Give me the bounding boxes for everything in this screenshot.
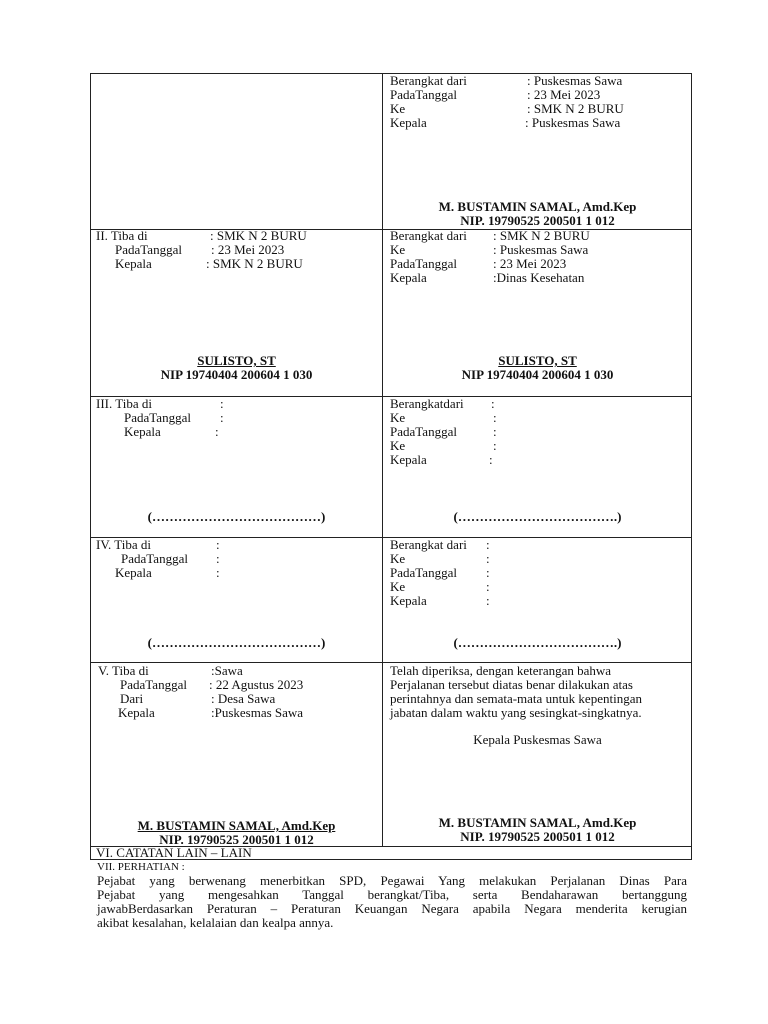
verification-statement (390, 664, 688, 720)
field-label: Ke (390, 242, 406, 257)
field-value: :Sawa (211, 663, 243, 678)
field-label: Ke (390, 579, 406, 594)
field-label: Ke (390, 101, 406, 116)
signatory-nip: NIP. 19790525 200501 1 012 (159, 832, 314, 847)
blank-signature-line: (…………………………………) (147, 635, 326, 650)
field-label: Berangkatdari (390, 396, 464, 411)
field-value: : SMK N 2 BURU (206, 256, 303, 271)
field-value: : (486, 551, 490, 566)
field-value: : (491, 396, 495, 411)
section-3-arrival (96, 397, 376, 439)
field-label: PadaTanggal (390, 565, 457, 580)
field-value: : 22 Agustus 2023 (209, 677, 304, 692)
signatory-name: M. BUSTAMIN SAMAL, Amd.Kep (438, 815, 637, 830)
signature-block (382, 200, 693, 228)
field-label: Ke (390, 438, 406, 453)
attention-line: Pejabat yang berwenang menerbitkan SPD, Pegawai Yang melakukan Perjalanan Dinas Para (97, 873, 687, 888)
field-value: : SMK N 2 BURU (493, 228, 590, 243)
signature-block (382, 354, 693, 382)
field-value: : (493, 424, 497, 439)
field-value: : (486, 565, 490, 580)
field-value: : 23 Mei 2023 (527, 87, 601, 102)
field-value: : 23 Mei 2023 (493, 256, 567, 271)
column-divider (382, 74, 383, 846)
field-label: PadaTanggal (115, 242, 182, 257)
signatory-name: M. BUSTAMIN SAMAL, Amd.Kep (438, 199, 637, 214)
signatory-title: Kepala Puskesmas Sawa (473, 732, 602, 747)
field-label: Kepala (115, 565, 152, 580)
statement-line: jabatan dalam waktu yang sesingkat-singkatnya. (390, 705, 642, 720)
section-2-departure (390, 229, 690, 285)
field-label: Ke (390, 551, 406, 566)
field-value: : (216, 551, 220, 566)
blank-signature-line: (……………………………….) (453, 509, 622, 524)
signature-block (91, 819, 382, 847)
field-value: : (216, 537, 220, 552)
signature-block (382, 816, 693, 844)
statement-line: Perjalanan tersebut diatas benar dilakukan atas (390, 677, 633, 692)
field-value: : (489, 452, 493, 467)
field-label: PadaTanggal (121, 551, 188, 566)
field-label: PadaTanggal (124, 410, 191, 425)
field-label: Kepala (390, 115, 427, 130)
field-label: Kepala (115, 256, 152, 271)
attention-line: Pejabat yang mengesahkan Tanggal berangkat/Tiba, serta Bendaharawan bertanggung (97, 887, 687, 902)
signatory-nip: NIP 19740404 200604 1 030 (461, 367, 614, 382)
section-label: VI. CATATAN LAIN – LAIN (96, 845, 252, 860)
section-label: VII. PERHATIAN : (97, 861, 185, 873)
field-value: : (220, 396, 224, 411)
field-value: : SMK N 2 BURU (210, 228, 307, 243)
signatory-name: SULISTO, ST (498, 353, 577, 368)
field-value: : (493, 438, 497, 453)
field-label: Berangkat dari (390, 73, 467, 88)
field-label: V. Tiba di (98, 663, 149, 678)
field-value: : (486, 579, 490, 594)
field-label: Dari (120, 691, 144, 706)
field-label: Berangkat dari (390, 228, 467, 243)
field-value: : (220, 410, 224, 425)
statement-line: perintahnya dan semata-mata untuk kepentingan (390, 691, 642, 706)
signatory-nip: NIP. 19790525 200501 1 012 (460, 213, 615, 228)
field-label: PadaTanggal (390, 424, 457, 439)
signatory-name: M. BUSTAMIN SAMAL, Amd.Kep (137, 818, 336, 833)
field-label: IV. Tiba di (96, 537, 152, 552)
spd-back-page-table (90, 73, 692, 860)
field-value: : Puskesmas Sawa (493, 242, 589, 257)
statement-line: Telah diperiksa, dengan keterangan bahwa (390, 663, 612, 678)
attention-line: jawabBerdasarkan Peraturan – Peraturan Keuangan Negara apabila Negara menderita kerugian (97, 901, 687, 916)
field-label: Kepala (390, 593, 427, 608)
section-4-arrival (96, 538, 376, 580)
signatory-nip: NIP 19740404 200604 1 030 (160, 367, 313, 382)
section-6-notes (96, 846, 686, 860)
blank-signature-line: (…………………………………) (147, 509, 326, 524)
field-value: : (216, 565, 220, 580)
field-value: : 23 Mei 2023 (211, 242, 285, 257)
field-value: : Puskesmas Sawa (527, 73, 623, 88)
field-label: III. Tiba di (96, 396, 152, 411)
field-value: : Desa Sawa (211, 691, 276, 706)
field-label: PadaTanggal (390, 87, 457, 102)
section-4-departure (390, 538, 690, 608)
field-value: :Puskesmas Sawa (211, 705, 304, 720)
section-2-arrival (96, 229, 376, 271)
field-value: :Dinas Kesehatan (493, 270, 585, 285)
field-label: Kepala (390, 452, 427, 467)
field-label: II. Tiba di (96, 228, 148, 243)
field-value: : (486, 537, 490, 552)
field-value: : SMK N 2 BURU (527, 101, 624, 116)
field-value: : (486, 593, 490, 608)
field-label: Kepala (390, 270, 427, 285)
field-value: : (215, 424, 219, 439)
attention-line: akibat kesalahan, kelalaian dan kealpa annya. (97, 915, 334, 930)
section-7-attention (97, 860, 687, 930)
field-label: PadaTanggal (390, 256, 457, 271)
blank-signature-line: (……………………………….) (453, 635, 622, 650)
section-1-departure (390, 74, 690, 130)
section-3-departure (390, 397, 690, 467)
field-label: Kepala (118, 705, 155, 720)
signatory-nip: NIP. 19790525 200501 1 012 (460, 829, 615, 844)
field-label: Berangkat dari (390, 537, 467, 552)
field-label: Kepala (124, 424, 161, 439)
signature-block (91, 354, 382, 382)
signatory-name: SULISTO, ST (197, 353, 276, 368)
field-value: : (493, 410, 497, 425)
section-5-arrival (98, 664, 378, 720)
field-value: : Puskesmas Sawa (525, 115, 621, 130)
field-label: PadaTanggal (120, 677, 187, 692)
field-label: Ke (390, 410, 406, 425)
